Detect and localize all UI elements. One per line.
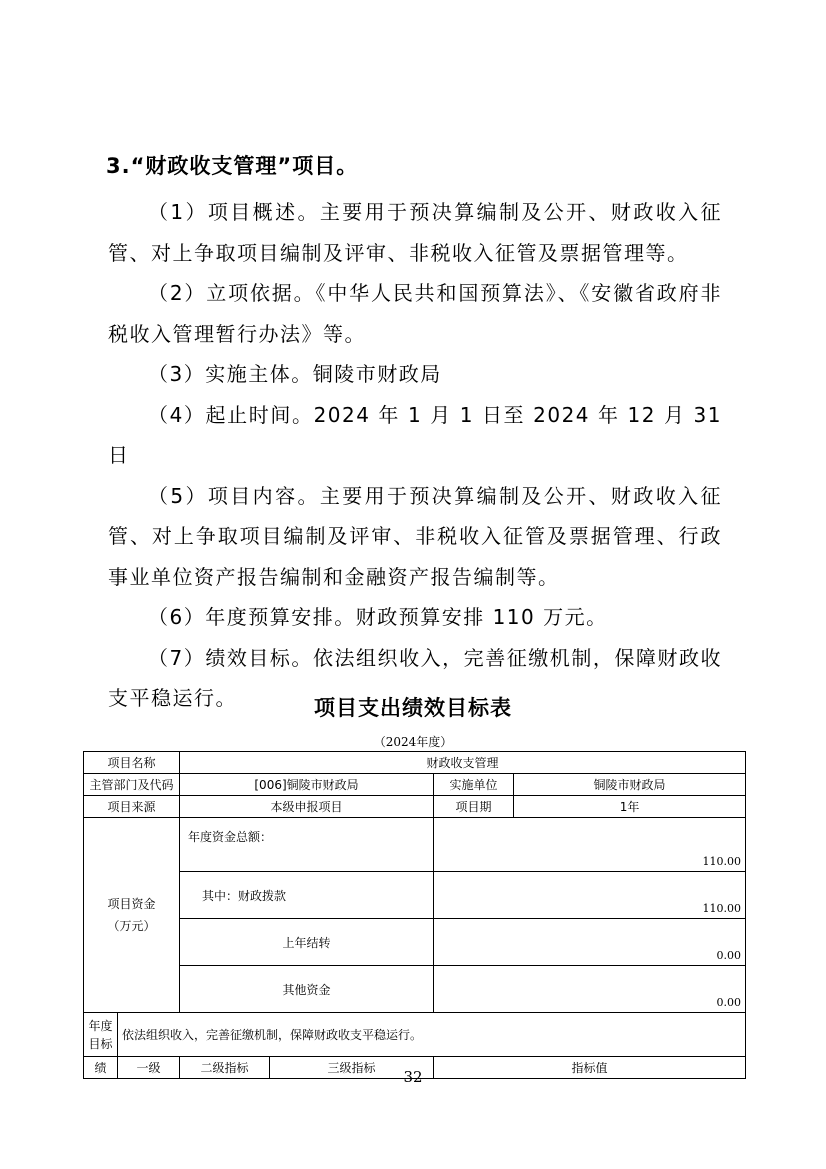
body-text: [108, 192, 722, 719]
source-value: 本级申报项目: [180, 796, 434, 818]
header-col-2: 二级指标: [180, 1057, 270, 1079]
fund-unit-text: （万元）: [107, 919, 156, 933]
table-year: （2024年度）: [373, 735, 453, 749]
paragraph-overview: （1）项目概述。主要用于预决算编制及公开、财政收入征管、对上争取项目编制及评审、非税收入征管及票据管理等。: [108, 200, 722, 265]
performance-target-table: [83, 751, 746, 1079]
section-heading: 3.“财政收支管理”项目。: [106, 154, 359, 178]
page-number: 32: [403, 1068, 423, 1086]
dept-label: 主管部门及代码: [84, 774, 180, 796]
impl-unit-label: 实施单位: [434, 774, 514, 796]
project-name-label: 项目名称: [84, 752, 180, 774]
fund-carryover-amount: 0.00: [434, 919, 746, 966]
paragraph-content: （5）项目内容。主要用于预决算编制及公开、财政收入征管、对上争取项目编制及评审、非税收入征管及票据管理、行政事业单位资产报告编制和金融资产报告编制等。: [108, 483, 722, 589]
table-row: [84, 872, 746, 919]
paragraph-period: （4）起止时间。2024 年 1 月 1 日至 2024 年 12 月 31 日: [108, 402, 722, 467]
period-value: 1年: [514, 796, 746, 818]
header-col-0: 绩: [84, 1057, 118, 1079]
header-col-3: 三级指标: [270, 1057, 434, 1079]
fund-other-amount: 0.00: [434, 966, 746, 1013]
fund-fiscal-amount: 110.00: [434, 872, 746, 919]
table-row: [84, 818, 746, 872]
paragraph-entity: （3）实施主体。铜陵市财政局: [148, 362, 442, 386]
table-row: [84, 1013, 746, 1057]
fund-label-text: 项目资金: [107, 897, 156, 911]
fund-total-label: 年度资金总额：: [180, 818, 434, 872]
table-row: [84, 966, 746, 1013]
paragraph-goal: （7）绩效目标。依法组织收入，完善征缴机制，保障财政收支平稳运行。: [108, 645, 722, 710]
table-row: [84, 774, 746, 796]
fund-fiscal-label: 其中：财政拨款: [180, 872, 434, 919]
fund-total-amount: 110.00: [434, 818, 746, 872]
project-name-value: 财政收支管理: [180, 752, 746, 774]
table-row: [84, 752, 746, 774]
paragraph-basis: （2）立项依据。《中华人民共和国预算法》、《安徽省政府非税收入管理暂行办法》等。: [108, 281, 722, 346]
impl-unit-value: 铜陵市财政局: [514, 774, 746, 796]
period-label: 项目期: [434, 796, 514, 818]
fund-carryover-label: 上年结转: [180, 919, 434, 966]
annual-goal-label: 年度目标: [84, 1013, 118, 1057]
fund-label: [84, 818, 180, 1013]
annual-goal-value: 依法组织收入，完善征缴机制，保障财政收支平稳运行。: [118, 1013, 746, 1057]
source-label: 项目来源: [84, 796, 180, 818]
header-col-1: 一级: [118, 1057, 180, 1079]
header-col-4: 指标值: [434, 1057, 746, 1079]
dept-value: [006]铜陵市财政局: [180, 774, 434, 796]
fund-other-label: 其他资金: [180, 966, 434, 1013]
table-title: 项目支出绩效目标表: [314, 696, 512, 720]
table-row: [84, 796, 746, 818]
table-row: [84, 919, 746, 966]
paragraph-budget: （6）年度预算安排。财政预算安排 110 万元。: [148, 605, 608, 629]
